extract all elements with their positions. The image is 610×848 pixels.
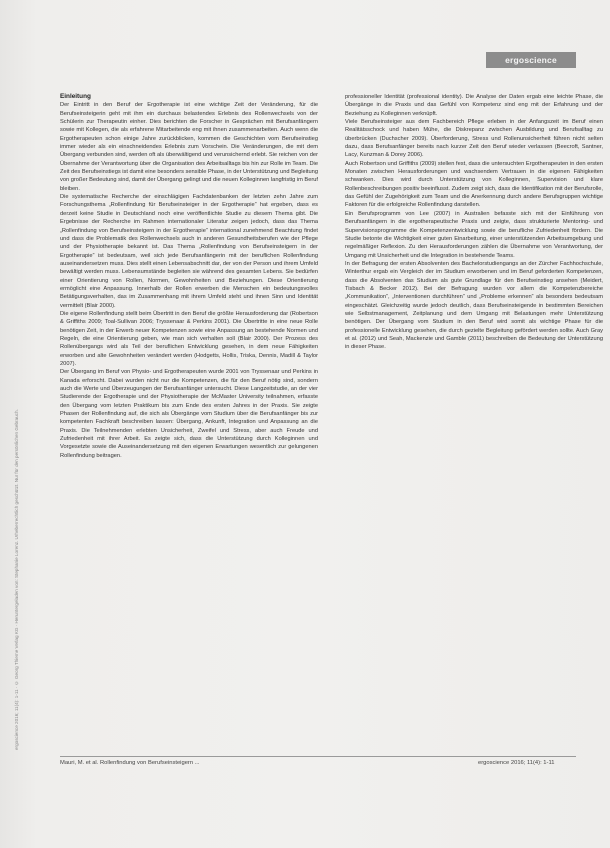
paragraph: Die eigene Rollenfindung stellt beim Übertritt in den Beruf die größte Herausforderung dar (Robertson & Griffiths 2009; Toal-Sullivan 2006; Tryssenaar & Perkins 2001). Die Übertritte in eine neue Rolle benötigen Zeit, in der Erwerb neuer Kompetenzen sowie eine Anpassung an bestehende Normen und Regeln, die eine Orientierung geben, wie man sich verhalten soll (Blair 2000). Der Prozess des Rollenübergangs wird als Teil der beruflichen Entwicklung gesehen, in dem neue Fähigkeiten erworben und alte Gewohnheiten verändert werden (Hodgetts, Hollis, Triska, Dennis, Madill & Taylor 2007).: [60, 310, 318, 367]
footer-divider: [60, 756, 576, 757]
paragraph: Der Übergang im Beruf von Physio- und Ergotherapeuten wurde 2001 von Tryssenaar und Perkins in Kanada erforscht. Dabei wurden nicht nur die Kompetenzen, die für den Beruf nötig sind, sondern auch die Werte und Überzeugungen der Berufsanfänger untersucht. Diese Langzeitstudie, an der vier Studierende der Ergotherapie und der Physiotherapie der McMaster University teilnahmen, erfasste den Übergang vom letzten Praktikum bis zum Ende des ersten Jahres in der Praxis. Sie zeigte Phasen der Rollenfindung auf, die sich als Übergänge vom Studium über die Berufsanfänger bis zur kompetenten Fachkraft beschreiben lassen: Übergang, Ankunft, Integration und Anpassung an die Praxis. Die Teilnehmenden erlebten Unsicherheit, Zweifel und Stress, aber auch Freude und Zufriedenheit mit ihrer Arbeit. Es zeigte sich, dass die Unterstützung durch Kolleginnen und Vorgesetzte sowie die Auseinandersetzung mit den eigenen Erwartungen wesentlich zur gelungenen Rollenfindung beitragen.: [60, 369, 318, 459]
paragraph: Viele Berufseinsteiger aus dem Fachbereich Pflege erleben in der Anfangszeit im Beruf einen Realitätsschock und haben Mühe, die Diskrepanz zwischen Ausbildung und Berufsalltag zu überbrücken (Duchscher 2009). Überforderung, Stress und Rollenunsicherheit führen nicht selten dazu, dass Berufsanfänger bereits nach kurzer Zeit den Beruf wieder verlassen (Beecroft, Santner, Lacy, Kunzman & Dorey 2006).: [345, 119, 603, 159]
right-text-column: [345, 93, 603, 749]
paragraph: professioneller Identität (professional identity). Die Analyse der Daten ergab eine leichte Phase, die Übergänge in die Praxis und das Gefühl von Kompetenz sind eng mit der Erfahrung und der Beziehung zu Kolleginnen verknüpft.: [345, 94, 603, 117]
paragraph: In der Befragung der ersten Absolventen des Bachelorstudiengangs an der Zürcher Fachhochschule, Winterthur ergab ein Vergleich der im Studium erworbenen und im Beruf geforderten Kompetenzen, dass die Absolventen das Studium als gute Grundlage für den Berufseinstieg ansehen (Meidert, Tisbach & Becker 2012). Bei der Befragung wurden vor allem die Kompetenzbereiche „Kommunikation“, „Interventionen durchführen“ und „Probleme erkennen“ als besonders bedeutsam eingeschätzt. Gleichzeitig wurde jedoch deutlich, dass Berufseinsteigende in bestimmten Bereichen wie Selbstmanagement, Zeitplanung und dem Umgang mit Belastungen mehr Unterstützung benötigen. Der Übergang vom Studium in den Beruf wird somit als wichtige Phase für die professionelle Entwicklung gesehen, die durch gezielte Begleitung gefördert werden sollte. Auch Gray et al. (2012) und Seah, Mackenzie und Gamble (2011) beschreiben die Bedeutung der Unterstützung in dieser Phase.: [345, 260, 603, 351]
journal-section-badge: ergoscience: [486, 52, 576, 68]
paragraph: Ein Berufsprogramm von Lee (2007) in Australien befasste sich mit der Einführung von Berufsanfängern in die ergotherapeutische Praxis und zeigte, dass strukturierte Mentoring- und Supervisionsprogramme die Kompetenzentwicklung sowie die berufliche Zufriedenheit fördern. Die Studie betonte die Wichtigkeit einer guten Einarbeitung, einer unterstützenden Arbeitsumgebung und regelmäßiger Reflexion. Zu den Herausforderungen zählen die Übernahme von Verantwortung, der Umgang mit Unsicherheit und die Integration in bestehende Teams.: [345, 210, 603, 259]
paragraph: Der Eintritt in den Beruf der Ergotherapie ist eine wichtige Zeit der Veränderung, für die Berufseinsteigerin geht mit ihm ein durchaus belastendes Erlebnis des Rollenwechsels von der Schülerin zur Therapeutin einher. Dies berichten die Forscher in Gesprächen mit Berufsanfängern sowie mit Kollegen, die als erfahrene Mitarbeitende eng mit ihnen zusammenarbeiten. Auch wenn die Ergotherapeuten schon einige Jahre zurückblicken, kommen die Geschichten vom Berufseinstieg immer wieder als ein einschneidendes Erlebnis zum Vorschein. Die Veränderungen, die mit dem Übergang verbunden sind, werden oft als überwältigend und verunsichernd erlebt. Sie reichen von der Übernahme der Verantwortung über die Organisation des Arbeitsalltags bis hin zur Rolle im Team. Die Zeit des Berufseinstiegs ist damit eine besonders sensible Phase, in der Unterstützung und Begleitung von großer Bedeutung sind, damit der Übergang gelingt und die neuen Kolleginnen langfristig im Beruf bleiben.: [60, 102, 318, 192]
section-heading: Einleitung: [60, 93, 91, 100]
paragraph: Die systematische Recherche der einschlägigen Fachdatenbanken der letzten zehn Jahre zum Forschungsthema „Rollenfindung für Berufseinsteiger in der Ergotherapie“ hat ergeben, dass es derzeit keine Studie in Deutschland noch eine veröffentlichte Studie zu diesem Thema gibt. Die Ergebnisse der Recherche im Rahmen internationaler Literatur zeigen jedoch, dass das Thema „Rollenfindung von Berufseinsteigern in der Ergotherapie“ international zunehmend Beachtung findet und dass die Problematik des Rollenwechsels auch in anderen Gesundheitsberufen wie der Pflege und der Physiotherapie bekannt ist. Das Thema „Rollenfindung von Berufseinsteigern in der Ergotherapie“ ist bedeutsam, weil sich jede Berufsanfängerin mit der beruflichen Rollenfindung auseinandersetzen muss. Dies stellt einen Lebensabschnitt dar, der von der Person und ihrem Umfeld bewältigt werden muss. Lebensumstände begleiten sie während des gesamten Lebens. Sie bedürfen einer Orientierung von Rollen, Normen, Gewohnheiten und Beziehungen. Diese Orientierung ermöglicht eine Anpassung. Innerhalb der Rollen erwerben die Menschen ein bedeutungsvolles Betätigungsverhalten, das im Zusammenhang mit ihrem Umfeld steht und ihnen Sinn und Identität vermittelt (Blair 2000).: [60, 194, 318, 309]
footer-running-title: Mauri, M. et al. Rollenfindung von Berufseinsteigern ...: [60, 760, 200, 766]
paragraph: Auch Robertson und Griffiths (2009) stellen fest, dass die untersuchten Ergotherapeuten in den ersten Monaten zwischen Herausforderungen und wachsendem Vertrauen in die eigenen Fähigkeiten schwanken. Dies wird durch Unterstützung von Kolleginnen, Supervision und klare Rollenbeschreibungen positiv beeinflusst. Zudem zeigt sich, dass die Identifikation mit der Berufsrolle, das Gefühl der Zugehörigkeit zum Team und die Anerkennung durch andere Berufsgruppen wichtige Faktoren für die erfolgreiche Rollenfindung darstellen.: [345, 160, 603, 209]
side-copyright-note: ergoscience 2016; 11(4): 1-11 · © Georg Thieme Verlag KG · Heruntergeladen von: Stephanie Lorenz. Urheberrechtlich geschützt. Nur für den persönlichen Gebrauch.: [14, 409, 19, 750]
left-text-column: [60, 93, 318, 749]
footer-citation: ergoscience 2016; 11(4): 1-11: [478, 760, 555, 766]
